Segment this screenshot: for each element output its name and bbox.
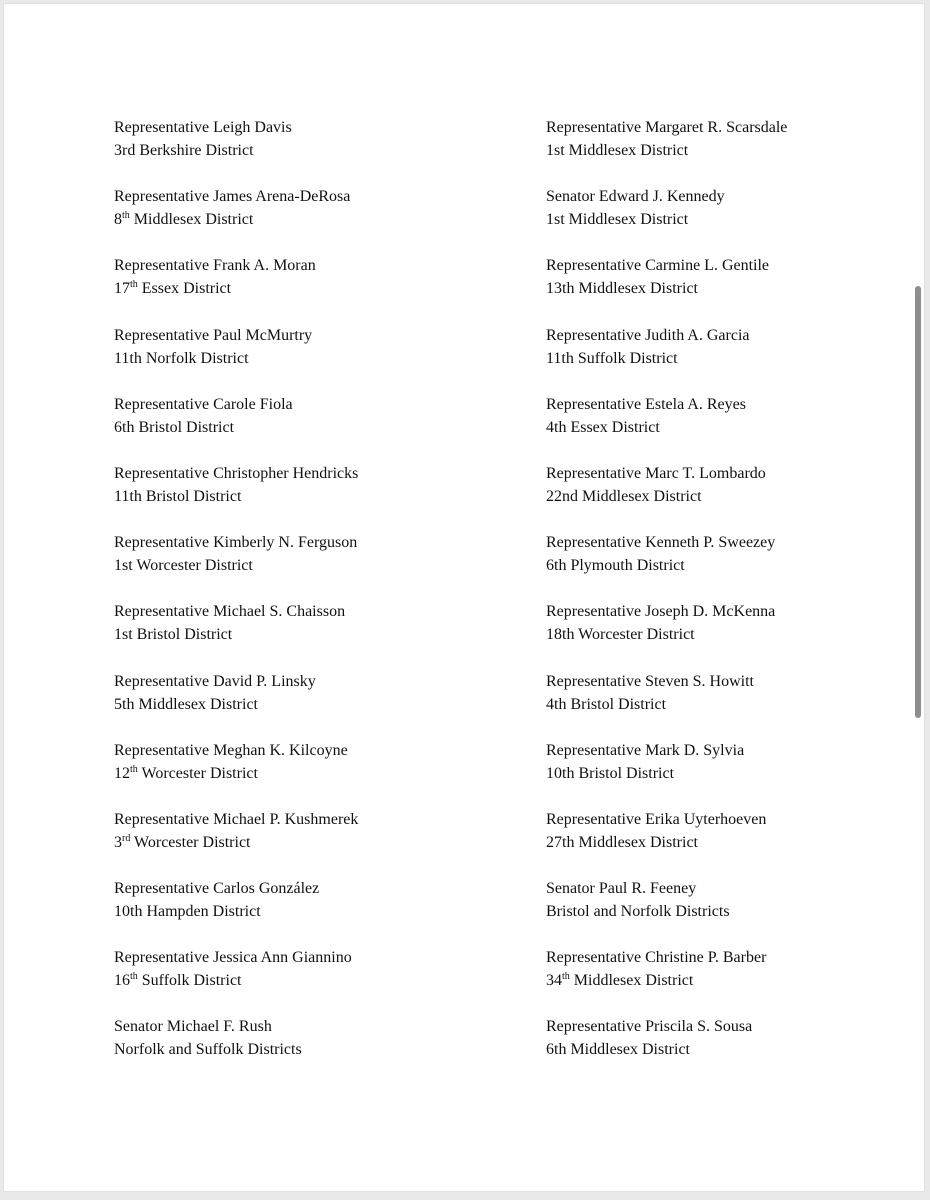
district-name: Bristol District — [134, 418, 235, 436]
district-name: Middlesex District — [574, 280, 698, 298]
signatory-district — [546, 485, 787, 508]
signatory-district — [114, 554, 358, 577]
signatory-entry — [546, 531, 787, 600]
signatory-column-left — [114, 116, 358, 1085]
signatory-entry — [546, 462, 787, 531]
district-ordinal: 4th — [546, 695, 567, 713]
signatory-name: Representative Judith A. Garcia — [546, 326, 750, 344]
signatory-entry — [114, 116, 358, 185]
signatory-name: Representative Steven S. Howitt — [546, 672, 754, 690]
signatory-entry — [114, 531, 358, 600]
signatory-name: Representative Christine P. Barber — [546, 949, 767, 967]
signatory-name: Senator Paul R. Feeney — [546, 880, 697, 898]
district-name: Middlesex District — [578, 487, 702, 505]
signatory-entry — [546, 946, 787, 1015]
signatory-name: Representative Meghan K. Kilcoyne — [114, 741, 348, 759]
signatory-district — [114, 1038, 358, 1061]
district-ordinal-suffix: rd — [122, 832, 131, 844]
district-ordinal: 5th — [114, 695, 135, 713]
signatory-entry — [114, 808, 358, 877]
district-ordinal: 1st — [114, 626, 133, 644]
district-name: Hampden District — [142, 903, 261, 921]
district-name: Worcester District — [130, 833, 251, 851]
district-name: Middlesex District — [569, 972, 694, 990]
signatory-entry — [114, 1015, 358, 1084]
district-ordinal: 27th — [546, 833, 575, 851]
signatory-name: Representative Kimberly N. Ferguson — [114, 534, 358, 552]
signatory-name: Representative Erika Uyterhoeven — [546, 810, 767, 828]
signatory-column-right — [546, 116, 787, 1085]
signatory-district — [546, 347, 787, 370]
signatory-entry — [114, 877, 358, 946]
signatory-district — [114, 139, 358, 162]
signatory-entry — [114, 324, 358, 393]
district-ordinal-suffix: th — [130, 971, 138, 983]
signatory-district — [114, 969, 358, 992]
district-name: Middlesex District — [129, 211, 254, 229]
district-ordinal: 11th — [114, 349, 142, 367]
signatory-district — [546, 416, 787, 439]
district-name: Norfolk District — [141, 349, 249, 367]
district-ordinal: 6th — [546, 557, 567, 575]
district-name: Bristol District — [132, 626, 233, 644]
signatory-name: Representative David P. Linsky — [114, 672, 316, 690]
signatory-entry — [114, 393, 358, 462]
signatory-name: Representative Jessica Ann Giannino — [114, 949, 352, 967]
signatory-entry — [546, 116, 787, 185]
district-name: Essex District — [137, 280, 232, 298]
signatory-district — [546, 623, 787, 646]
signatory-name: Representative Carmine L. Gentile — [546, 257, 770, 275]
signatory-entry — [546, 600, 787, 669]
signatory-name: Representative Margaret R. Scarsdale — [546, 119, 788, 136]
district-ordinal: 10th — [546, 764, 575, 782]
signatory-name: Representative Joseph D. McKenna — [546, 603, 776, 621]
district-name: Essex District — [566, 418, 660, 436]
district-name: Norfolk and Suffolk Districts — [114, 1041, 302, 1059]
signatory-entry — [546, 739, 787, 808]
vertical-scrollbar[interactable] — [915, 286, 921, 718]
signatory-district — [546, 1038, 787, 1061]
district-ordinal: 13th — [546, 280, 575, 298]
signatory-district — [114, 900, 358, 923]
district-ordinal-suffix: th — [562, 971, 570, 983]
signatory-district — [546, 762, 787, 785]
district-ordinal: 6th — [114, 418, 135, 436]
signatory-entry — [546, 393, 787, 462]
signatory-entry — [546, 324, 787, 393]
signatory-name: Representative Carlos González — [114, 880, 320, 898]
signatory-entry — [114, 739, 358, 808]
signatory-district — [546, 969, 787, 992]
district-ordinal: 18th — [546, 626, 575, 644]
signatory-name: Representative Kenneth P. Sweezey — [546, 534, 776, 552]
district-ordinal: 8 — [114, 211, 122, 229]
signatory-district — [114, 762, 358, 785]
signatory-name: Representative Marc T. Lombardo — [546, 464, 766, 482]
district-ordinal: 1st — [546, 142, 565, 159]
district-ordinal-suffix: th — [130, 279, 138, 291]
district-ordinal: 3rd — [114, 142, 136, 159]
signatory-name: Senator Michael F. Rush — [114, 1018, 272, 1036]
district-name: Bristol District — [566, 695, 667, 713]
district-ordinal-suffix: th — [130, 763, 138, 775]
district-name: Bristol District — [574, 764, 675, 782]
signatory-district — [546, 831, 787, 854]
district-ordinal: 4th — [546, 418, 567, 436]
district-ordinal: 12 — [114, 764, 130, 782]
signatory-name: Representative Leigh Davis — [114, 119, 292, 136]
signatory-district — [114, 693, 358, 716]
signatory-entry — [546, 1015, 787, 1084]
district-ordinal: 1st — [114, 557, 133, 575]
signatory-district — [114, 208, 358, 231]
signatory-name: Representative Frank A. Moran — [114, 257, 316, 275]
district-ordinal: 11th — [114, 487, 142, 505]
district-name: Middlesex District — [566, 1041, 690, 1059]
district-name: Worcester District — [132, 557, 253, 575]
district-name: Middlesex District — [574, 833, 698, 851]
signatory-name: Representative Paul McMurtry — [114, 326, 313, 344]
signatory-entry — [114, 185, 358, 254]
signatory-entry — [114, 946, 358, 1015]
signatory-name: Representative Priscila S. Sousa — [546, 1018, 753, 1036]
signatory-district — [546, 554, 787, 577]
district-ordinal: 16 — [114, 972, 130, 990]
signatory-name: Representative Michael P. Kushmerek — [114, 810, 359, 828]
document-page — [4, 4, 924, 1191]
signatory-entry — [546, 877, 787, 946]
signatory-district — [114, 623, 358, 646]
district-name: Middlesex District — [134, 695, 258, 713]
signatory-district — [114, 347, 358, 370]
district-ordinal: 22nd — [546, 487, 578, 505]
signatory-entry — [546, 670, 787, 739]
district-name: Bristol and Norfolk Districts — [546, 903, 730, 921]
signatory-district — [546, 139, 787, 162]
signatory-district — [114, 485, 358, 508]
district-name: Suffolk District — [573, 349, 678, 367]
signatory-name: Representative James Arena-DeRosa — [114, 188, 351, 206]
district-ordinal: 17 — [114, 280, 130, 298]
signatory-entry — [546, 254, 787, 323]
district-name: Worcester District — [574, 626, 695, 644]
signatory-district — [114, 416, 358, 439]
district-name: Berkshire District — [135, 142, 254, 159]
district-ordinal: 6th — [546, 1041, 567, 1059]
district-name: Middlesex District — [564, 211, 689, 229]
signatory-entry — [114, 670, 358, 739]
district-ordinal: 11th — [546, 349, 574, 367]
signatory-entry — [546, 185, 787, 254]
signatory-district — [546, 693, 787, 716]
district-ordinal: 10th — [114, 903, 143, 921]
signatory-name: Representative Estela A. Reyes — [546, 395, 746, 413]
district-ordinal: 3 — [114, 833, 122, 851]
signatory-name: Representative Mark D. Sylvia — [546, 741, 745, 759]
district-name: Plymouth District — [566, 557, 685, 575]
signatory-district — [114, 831, 358, 854]
signatory-entry — [114, 462, 358, 531]
signatory-district — [114, 277, 358, 300]
signatory-district — [546, 277, 787, 300]
district-name: Bristol District — [141, 487, 242, 505]
signatory-district — [546, 900, 787, 923]
district-name: Worcester District — [137, 764, 258, 782]
district-name: Middlesex District — [564, 142, 689, 159]
signatory-name: Representative Christopher Hendricks — [114, 464, 359, 482]
signatory-name: Representative Michael S. Chaisson — [114, 603, 346, 621]
signatory-district — [546, 208, 787, 231]
signatory-entry — [114, 254, 358, 323]
district-ordinal-suffix: th — [122, 210, 130, 222]
signatory-entry — [114, 600, 358, 669]
district-ordinal: 1st — [546, 211, 565, 229]
signatory-entry — [546, 808, 787, 877]
signatory-name: Senator Edward J. Kennedy — [546, 188, 725, 206]
signatory-name: Representative Carole Fiola — [114, 395, 293, 413]
district-ordinal: 34 — [546, 972, 562, 990]
district-name: Suffolk District — [137, 972, 242, 990]
